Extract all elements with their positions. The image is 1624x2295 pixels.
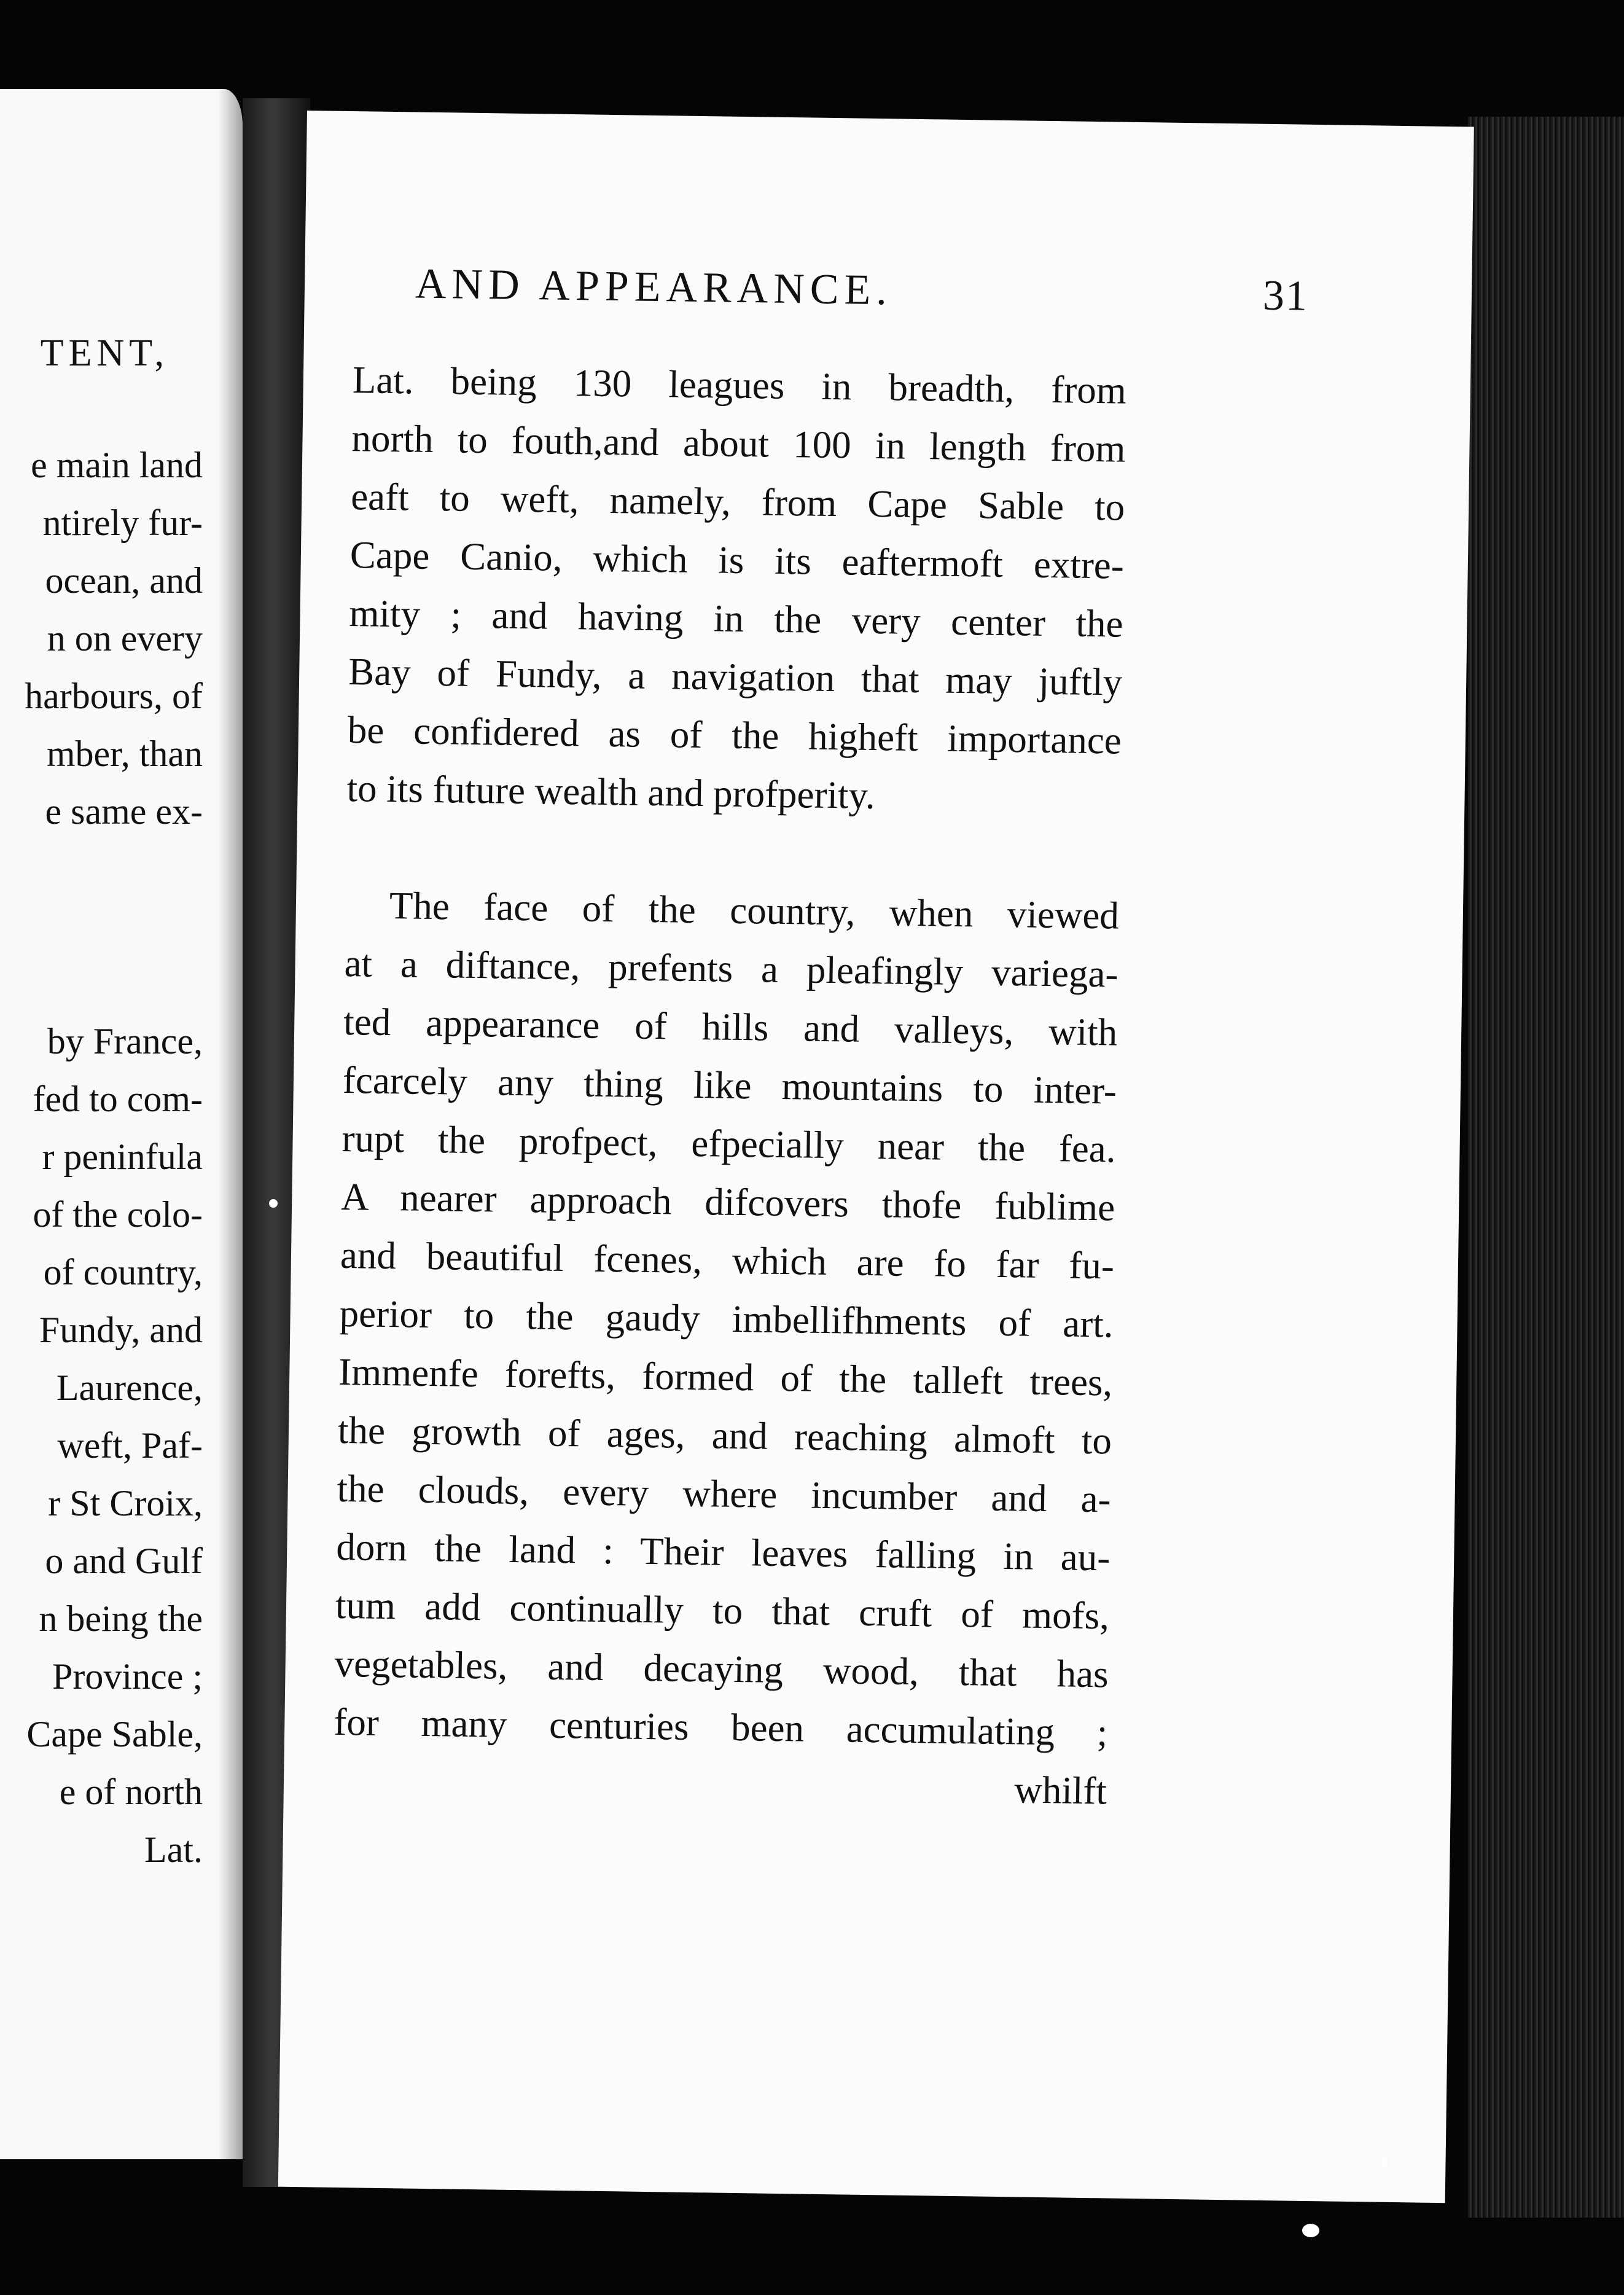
previous-page-fragment [0,89,243,2159]
previous-page-line: Laurence, [56,1367,203,1408]
text-line: Lat. being 130 leagues in breadth, from [352,358,1127,412]
text-line: north to fouth,and about 100 in length from [351,416,1126,471]
text-line: Bay of Fundy, a navigation that may juftly [348,650,1123,704]
text-line: tum add continually to that cruft of mofs, [335,1583,1110,1638]
previous-page-line: Province ; [52,1656,203,1697]
previous-page-line: e same ex- [45,791,203,832]
previous-page-line: ocean, and [45,560,203,601]
text-line: A nearer approach difcovers thofe fublime [340,1175,1115,1229]
text-line: The face of the country, when viewed [389,883,1120,937]
previous-page-line: n being the [39,1598,203,1639]
previous-page-line: r peninfula [42,1136,203,1177]
text-line: vegetables, and decaying wood, that has [334,1641,1109,1696]
previous-page-line: Fundy, and [39,1310,203,1350]
text-line: eaft to weft, namely, from Cape Sable to [350,475,1125,529]
page-block-edge [1468,117,1624,2218]
text-line: be confidered as of the higheft importance [347,708,1122,762]
text-line: for many centuries been accumulating ; [333,1700,1108,1754]
paragraph [332,876,1119,1820]
paragraph-gap [346,818,1120,887]
previous-page-line: Lat. [144,1829,203,1870]
running-head-title: AND APPEARANCE. [415,260,893,315]
previous-page-line: fed to com- [33,1079,203,1119]
previous-page-line: e of north [59,1772,203,1812]
previous-page-line: n on every [47,618,203,659]
previous-page-line: weft, Paf- [57,1425,203,1466]
text-line: fcarcely any thing like mountains to inter- [342,1058,1117,1112]
previous-page-line: by France, [47,1021,203,1061]
previous-page-line: o and Gulf [45,1541,203,1581]
previous-page-line: of country, [43,1252,203,1292]
text-line: to its future wealth and profperity. [346,767,876,818]
page-body [332,351,1126,1820]
paragraph [346,351,1126,829]
text-line: the growth of ages, and reaching almoft to [337,1408,1112,1463]
text-line: mity ; and having in the very center the [349,592,1123,646]
text-line: and beautiful fcenes, which are fo far fu- [340,1233,1115,1288]
previous-page-line: mber, than [46,733,203,774]
page-number: 31 [1262,272,1309,320]
previous-page-text [0,436,203,1879]
book-page [278,111,1474,2203]
previous-page-line: Cape Sable, [26,1714,203,1754]
page-curve-shadow [218,89,243,2159]
text-line: rupt the profpect, efpecially near the fea. [342,1116,1117,1171]
dust-speck [1382,2156,1387,2168]
previous-page-line: ntirely fur- [42,502,203,543]
catchword: whilft [1013,1768,1107,1813]
previous-page-line: harbours, of [25,676,203,716]
running-head [415,259,1313,321]
text-line: Immenfe forefts, formed of the talleft trees, [338,1350,1113,1404]
text-line: ted appearance of hills and valleys, with [343,999,1118,1054]
text-line: Cape Canio, which is its eaftermoft extre- [349,533,1125,587]
text-line: dorn the land : Their leaves falling in au- [335,1525,1111,1579]
section-gap [0,840,203,1012]
previous-page-line: r St Croix, [48,1483,203,1523]
previous-page-line: of the colo- [33,1194,203,1235]
previous-page-line: e main land [31,445,203,485]
text-line: at a diftance, prefents a pleafingly variega- [344,941,1118,996]
dust-speck [1302,2224,1319,2237]
text-line: perior to the gaudy imbellifhments of art. [339,1291,1114,1346]
dust-speck [269,1199,278,1208]
text-line: the clouds, every where incumber and a- [337,1466,1112,1521]
previous-page-running-head: TENT, [40,332,169,374]
